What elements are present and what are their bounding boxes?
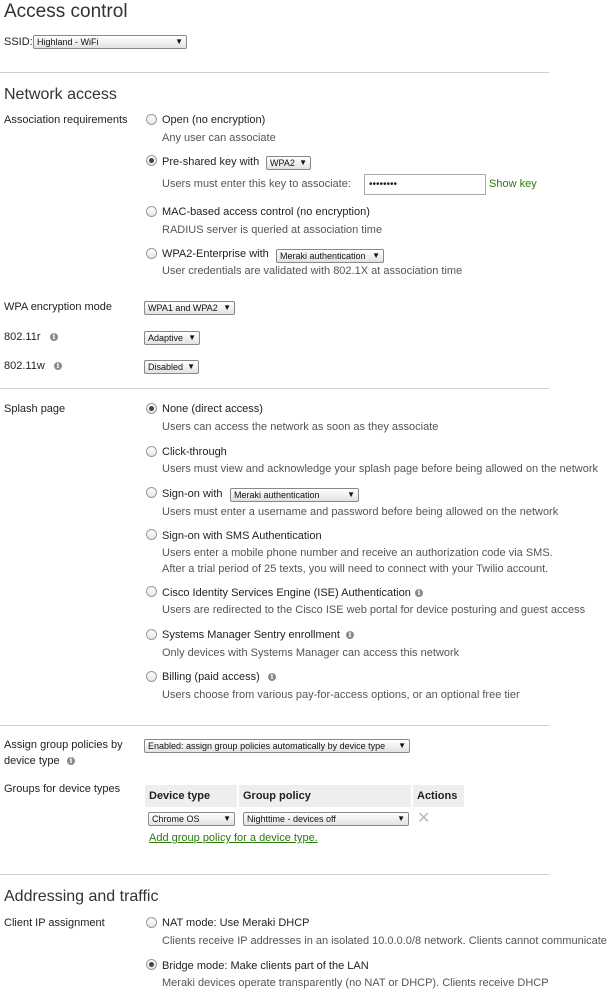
splash-click-through-label: Click-through: [162, 446, 227, 458]
info-icon[interactable]: i: [415, 589, 423, 597]
splash-billing-desc: Users choose from various pay-for-access options, or an optional free tier: [162, 689, 520, 701]
80211w-value: Disabled: [148, 362, 184, 372]
group-policy-select[interactable]: [243, 812, 409, 826]
divider: [0, 388, 549, 389]
psk-type-select[interactable]: [266, 156, 311, 170]
radio-splash-sign-on[interactable]: [146, 487, 157, 498]
splash-sign-on-desc: Users must enter a username and password before being allowed on the network: [162, 506, 559, 518]
splash-click-through-desc: Users must view and acknowledge your splash page before being allowed on the network: [162, 463, 598, 475]
chevron-down-icon: ▼: [347, 490, 355, 499]
80211r-select[interactable]: [144, 331, 200, 345]
radio-splash-billing[interactable]: [146, 671, 157, 682]
splash-none-desc: Users can access the network as soon as they associate: [162, 421, 439, 433]
option-psk-desc: Users must enter this key to associate:: [162, 178, 351, 190]
radio-bridge-mode[interactable]: [146, 959, 157, 970]
divider: [0, 874, 549, 875]
radio-open[interactable]: [146, 114, 157, 125]
bridge-mode-desc: Meraki devices operate transparently (no NAT or DHCP). Clients receive DHCP: [162, 977, 549, 989]
info-icon[interactable]: i: [50, 333, 58, 341]
ssid-select[interactable]: [33, 35, 187, 49]
option-wpa2-enterprise-label: WPA2-Enterprise with: [162, 248, 269, 260]
group-policy-value: Nighttime - devices off: [247, 814, 336, 824]
splash-billing-label: Billing (paid access): [162, 671, 260, 683]
table-header-device-type: Device type: [145, 785, 237, 807]
assign-group-policies-label-2: device type: [4, 755, 60, 767]
wpa-mode-value: WPA1 and WPA2: [148, 303, 218, 313]
splash-sms-label: Sign-on with SMS Authentication: [162, 530, 322, 542]
splash-ise-desc: Users are redirected to the Cisco ISE web portal for device posturing and guest access: [162, 604, 586, 616]
splash-sm-sentry-label: Systems Manager Sentry enrollment: [162, 629, 340, 641]
chevron-down-icon: ▼: [175, 37, 183, 46]
show-key-link[interactable]: Show key: [489, 178, 537, 190]
device-type-select[interactable]: [148, 812, 235, 826]
80211w-select[interactable]: [144, 360, 199, 374]
info-icon[interactable]: i: [67, 757, 75, 765]
device-type-value: Chrome OS: [152, 814, 200, 824]
chevron-down-icon: ▼: [398, 741, 406, 750]
chevron-down-icon: ▼: [187, 362, 195, 371]
splash-sign-on-label: Sign-on with: [162, 488, 223, 500]
option-mac-desc: RADIUS server is queried at association time: [162, 224, 383, 236]
client-ip-assignment-label: Client IP assignment: [4, 917, 105, 929]
assign-group-policies-value: Enabled: assign group policies automatically by device type: [148, 741, 386, 751]
chevron-down-icon: ▼: [372, 251, 380, 260]
table-header-actions: Actions: [413, 785, 464, 807]
network-access-title: Network access: [4, 86, 117, 103]
enterprise-auth-select[interactable]: [276, 249, 384, 263]
80211w-label: 802.11w: [4, 360, 45, 372]
psk-key-input[interactable]: [364, 174, 486, 195]
chevron-down-icon: ▼: [299, 158, 307, 167]
info-icon[interactable]: i: [346, 631, 354, 639]
chevron-down-icon: ▼: [397, 814, 405, 823]
80211r-value: Adaptive: [148, 333, 184, 343]
assign-group-policies-select[interactable]: [144, 739, 410, 753]
wpa-mode-select[interactable]: [144, 301, 235, 315]
divider: [0, 725, 549, 726]
chevron-down-icon: ▼: [188, 333, 196, 342]
page-title: Access control: [4, 1, 128, 22]
radio-splash-sms[interactable]: [146, 529, 157, 540]
info-icon[interactable]: i: [268, 673, 276, 681]
bridge-mode-label: Bridge mode: Make clients part of the LAN: [162, 960, 369, 972]
delete-icon[interactable]: ✕: [417, 810, 431, 827]
radio-psk[interactable]: [146, 155, 157, 166]
enterprise-auth-value: Meraki authentication: [280, 251, 366, 261]
option-open-label: Open (no encryption): [162, 114, 266, 126]
option-open-desc: Any user can associate: [162, 132, 276, 144]
nat-mode-desc: Clients receive IP addresses in an isolated 10.0.0.0/8 network. Clients cannot communicate: [162, 935, 607, 947]
addressing-title: Addressing and traffic: [4, 888, 159, 905]
option-wpa2-enterprise-desc: User credentials are validated with 802.1X at association time: [162, 265, 463, 277]
radio-wpa2-enterprise[interactable]: [146, 248, 157, 259]
splash-page-label: Splash page: [4, 403, 66, 415]
ssid-select-value: Highland - WiFi: [37, 37, 99, 47]
radio-splash-ise[interactable]: [146, 586, 157, 597]
splash-ise-label: Cisco Identity Services Engine (ISE) Authentication: [162, 587, 411, 599]
chevron-down-icon: ▼: [223, 814, 231, 823]
80211r-label: 802.11r: [4, 331, 41, 343]
divider: [0, 72, 549, 73]
option-psk-label: Pre-shared key with: [162, 156, 260, 168]
ssid-label: SSID:: [4, 36, 33, 48]
chevron-down-icon: ▼: [223, 303, 231, 312]
splash-sms-desc-2: After a trial period of 25 texts, you will need to connect with your Twilio account.: [162, 563, 549, 575]
radio-mac[interactable]: [146, 206, 157, 217]
radio-splash-none[interactable]: [146, 403, 157, 414]
table-header-group-policy: Group policy: [239, 785, 411, 807]
splash-none-label: None (direct access): [162, 403, 263, 415]
nat-mode-label: NAT mode: Use Meraki DHCP: [162, 917, 310, 929]
groups-device-types-label: Groups for device types: [4, 783, 121, 795]
radio-splash-click-through[interactable]: [146, 446, 157, 457]
splash-sm-sentry-desc: Only devices with Systems Manager can access this network: [162, 647, 460, 659]
radio-splash-sm-sentry[interactable]: [146, 629, 157, 640]
assign-group-policies-label: Assign group policies by: [4, 739, 123, 751]
radio-nat-mode[interactable]: [146, 917, 157, 928]
association-requirements-label: Association requirements: [4, 114, 128, 126]
splash-sms-desc: Users enter a mobile phone number and receive an authorization code via SMS.: [162, 547, 553, 559]
add-group-policy-link[interactable]: Add group policy for a device type.: [149, 832, 318, 844]
wpa-mode-label: WPA encryption mode: [4, 301, 113, 313]
info-icon[interactable]: i: [54, 362, 62, 370]
psk-key-value: ••••••••: [369, 179, 398, 190]
splash-sign-on-value: Meraki authentication: [234, 490, 320, 500]
splash-sign-on-select[interactable]: [230, 488, 359, 502]
option-mac-label: MAC-based access control (no encryption): [162, 206, 370, 218]
psk-type-value: WPA2: [270, 158, 295, 168]
